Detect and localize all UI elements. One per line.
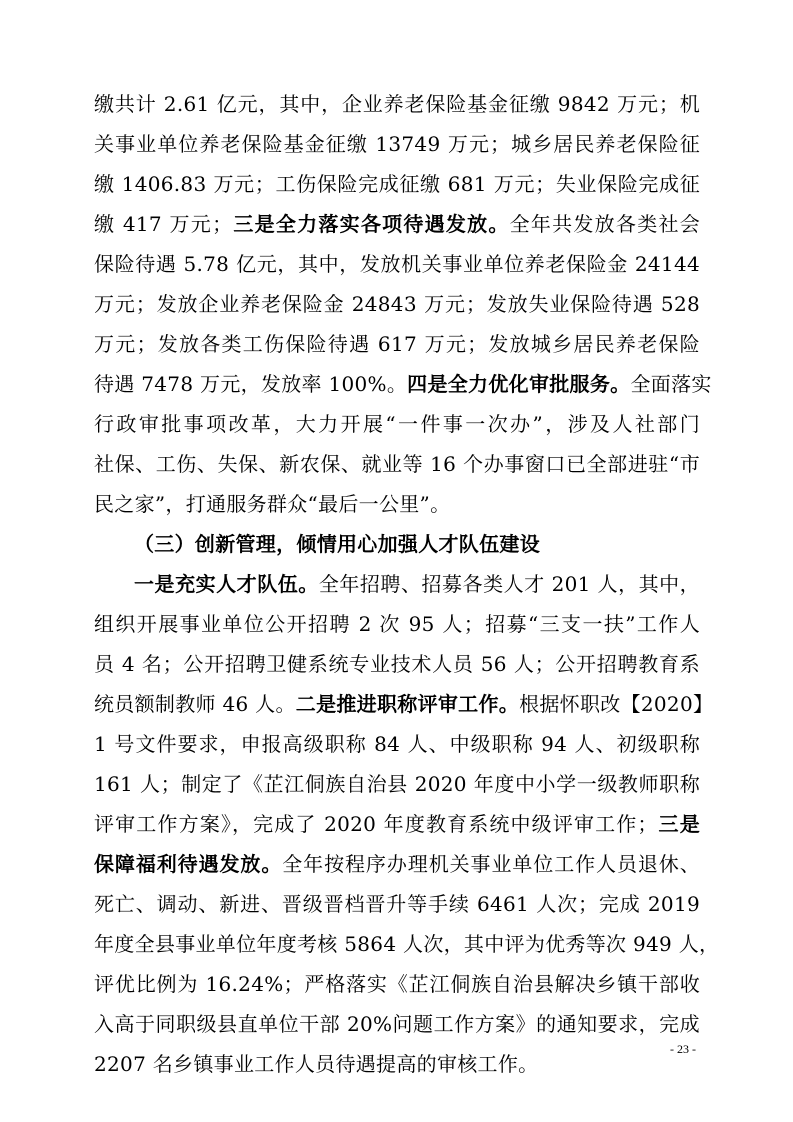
- text-line: [94, 164, 700, 204]
- text-segment: 年度全县事业单位年度考核 5864 人次，其中评为优秀等次 949 人，: [94, 932, 720, 956]
- text-segment: 统员额制教师 46 人。: [94, 692, 296, 716]
- bold-text: （三）创新管理，倾情用心加强人才队伍建设: [134, 532, 540, 556]
- text-line: [94, 404, 700, 444]
- text-segment: 全年按程序办理机关事业单位工作人员退休、: [282, 852, 701, 876]
- bold-text: 四是全力优化审批服务。: [407, 372, 631, 396]
- text-segment: 入高于同职级县直单位干部 20%问题工作方案》的通知要求，完成: [94, 1012, 700, 1036]
- text-line: [94, 964, 700, 1004]
- text-line: [134, 564, 700, 604]
- text-segment: 死亡、调动、新进、晋级晋档晋升等手续 6461 人次；完成 2019: [94, 892, 700, 916]
- text-line: [94, 1044, 700, 1084]
- text-segment: 评优比例为 16.24%；严格落实《芷江侗族自治县解决乡镇干部收: [94, 972, 700, 996]
- text-segment: 组织开展事业单位公开招聘 2 次 95 人；招募“三支一扶”工作人: [94, 612, 700, 636]
- text-line: [94, 1004, 700, 1044]
- text-segment: 民之家”，打通服务群众“最后一公里”。: [94, 492, 451, 516]
- text-segment: 根据怀职改【2020】: [519, 692, 714, 716]
- text-segment: 万元；发放企业养老保险金 24843 万元；发放失业保险待遇 528: [94, 292, 700, 316]
- text-segment: 行政审批事项改革，大力开展“一件事一次办”，涉及人社部门: [94, 412, 700, 436]
- text-line: [94, 324, 700, 364]
- text-line: [94, 84, 700, 124]
- bold-text: 一是充实人才队伍。: [134, 572, 319, 596]
- text-line: [94, 444, 700, 484]
- text-line: [94, 764, 700, 804]
- text-segment: 缴 1406.83 万元；工伤保险完成征缴 681 万元；失业保险完成征: [94, 172, 700, 196]
- text-line: [94, 884, 700, 924]
- text-segment: 待遇 7478 万元，发放率 100%。: [94, 372, 408, 396]
- text-line: [94, 684, 714, 724]
- text-segment: 关事业单位养老保险基金征缴 13749 万元；城乡居民养老保险征: [94, 132, 700, 156]
- text-segment: 全年招聘、招募各类人才 201 人，其中，: [318, 572, 700, 596]
- text-segment: 全年共发放各类社会: [509, 212, 700, 236]
- text-segment: 2207 名乡镇事业工作人员待遇提高的审核工作。: [94, 1052, 539, 1076]
- text-segment: 评审工作方案》，完成了 2020 年度教育系统中级评审工作；: [94, 812, 658, 836]
- text-segment: 缴 417 万元；: [94, 212, 233, 236]
- text-segment: 全面落实: [630, 372, 712, 396]
- bold-text: 三是全力落实各项待遇发放。: [232, 212, 510, 236]
- text-line: [94, 724, 700, 764]
- text-segment: 万元；发放各类工伤保险待遇 617 万元；发放城乡居民养老保险: [94, 332, 700, 356]
- text-line: [94, 924, 720, 964]
- text-line: [94, 484, 700, 524]
- text-segment: 161 人；制定了《芷江侗族自治县 2020 年度中小学一级教师职称: [94, 772, 700, 796]
- text-line: [94, 244, 700, 284]
- text-segment: 员 4 名；公开招聘卫健系统专业技术人员 56 人；公开招聘教育系: [94, 652, 700, 676]
- text-segment: 缴共计 2.61 亿元，其中，企业养老保险基金征缴 9842 万元；机: [94, 92, 700, 116]
- text-line: [94, 124, 700, 164]
- text-line: [94, 644, 700, 684]
- text-segment: 保险待遇 5.78 亿元，其中，发放机关事业单位养老保险金 24144: [94, 252, 700, 276]
- text-line: [94, 804, 700, 844]
- bold-text: 保障福利待遇发放。: [94, 852, 283, 876]
- section-heading: [134, 524, 700, 564]
- text-line: [94, 844, 700, 884]
- bold-text: 三是: [657, 812, 700, 836]
- text-line: [94, 284, 700, 324]
- text-line: [94, 364, 712, 404]
- text-line: [94, 204, 700, 244]
- text-segment: 1 号文件要求，申报高级职称 84 人、中级职称 94 人、初级职称: [94, 732, 700, 756]
- page-number: - 23 -: [670, 1042, 696, 1056]
- text-segment: 社保、工伤、失保、新农保、就业等 16 个办事窗口已全部进驻“市: [94, 452, 700, 476]
- text-line: [94, 604, 700, 644]
- bold-text: 二是推进职称评审工作。: [295, 692, 520, 716]
